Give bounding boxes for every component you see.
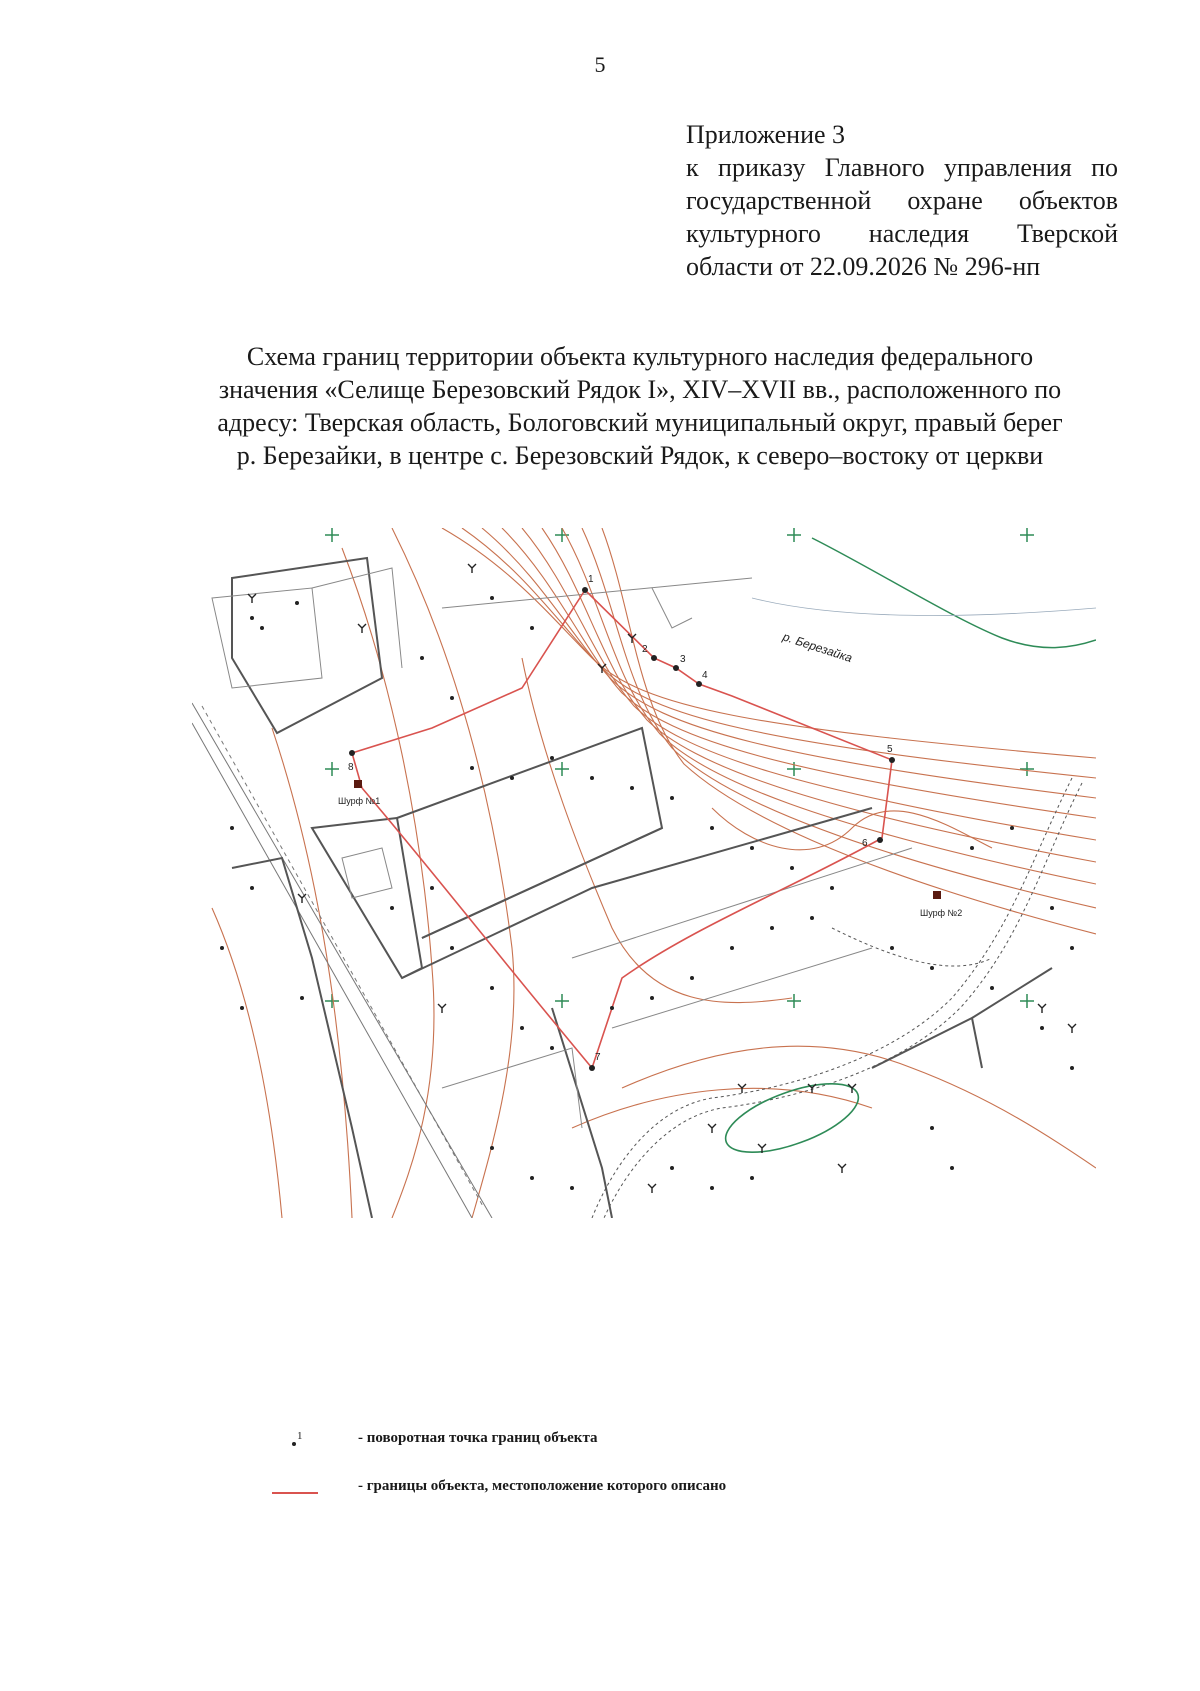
appendix-block <box>686 118 1118 283</box>
test-pits <box>338 780 962 918</box>
map-legend <box>260 1428 960 1518</box>
appendix-line: к приказу Главного управления по <box>686 153 1118 182</box>
map-symbols <box>220 596 1074 1190</box>
appendix-title: Приложение 3 <box>686 120 846 149</box>
pit2-label: Шурф №2 <box>920 908 963 918</box>
document-title <box>170 340 1110 472</box>
point-label-5: 5 <box>887 744 893 755</box>
boundary-map <box>192 528 1096 1218</box>
appendix-line: области от 22.09.2026 № 296-нп <box>686 252 1041 281</box>
legend-line-text: - границы объекта, местоположение которого описано <box>358 1478 727 1494</box>
point-label-3: 3 <box>680 654 686 665</box>
appendix-line: культурного наследия Тверской <box>686 219 1118 248</box>
title-line: значения «Селище Березовский Рядок I», XIV–XVII вв., расположенного по <box>218 375 1062 404</box>
road <box>192 703 492 1218</box>
boundary-line-symbol <box>260 1476 324 1502</box>
pond <box>717 1070 866 1167</box>
appendix-line: государственной охране объектов <box>686 186 1118 215</box>
point-label-7: 7 <box>595 1052 601 1063</box>
boundary-point-symbol <box>260 1428 324 1454</box>
object-boundary <box>352 590 902 1073</box>
point-label-2: 2 <box>642 644 648 655</box>
legend-point-text: - поворотная точка границ объекта <box>358 1430 598 1446</box>
legend-point-number: 1 <box>297 1430 303 1442</box>
map-drawing <box>192 528 1096 1218</box>
point-label-4: 4 <box>702 670 708 681</box>
page-number: 5 <box>594 52 606 77</box>
point-label-6: 6 <box>862 838 868 849</box>
title-line: р. Березайки, в центре с. Березовский Рядок, к северо–востоку от церкви <box>236 441 1044 470</box>
pit1-label: Шурф №1 <box>338 796 381 806</box>
title-line: Схема границ территории объекта культурного наследия федерального <box>246 342 1034 371</box>
plot-lines <box>232 558 1052 1218</box>
point-label-8: 8 <box>348 762 354 773</box>
title-line: адресу: Тверская область, Бологовский муниципальный округ, правый берег <box>217 408 1063 437</box>
grid-crosses <box>325 528 1034 1008</box>
river-bank <box>812 538 1096 648</box>
point-label-1: 1 <box>588 574 594 585</box>
river-label: р. Березайка <box>781 629 855 666</box>
contour-lines <box>212 528 1096 1218</box>
